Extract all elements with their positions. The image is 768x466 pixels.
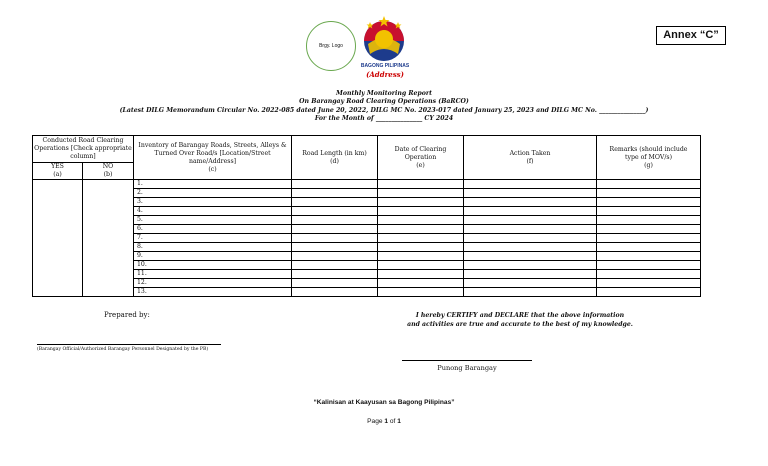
address-placeholder: (Address) xyxy=(366,70,404,79)
signature-line-punong xyxy=(402,360,532,361)
col-action-header xyxy=(464,136,597,180)
table-cell xyxy=(464,234,597,243)
table-cell xyxy=(292,243,378,252)
table-cell xyxy=(597,198,701,207)
no-label: NO xyxy=(102,163,114,170)
report-month: For the Month of _______________ CY 2024 xyxy=(314,115,454,122)
table-cell xyxy=(597,234,701,243)
table-cell xyxy=(292,288,378,297)
table-cell xyxy=(597,207,701,216)
report-title: Monthly Monitoring Report xyxy=(336,90,432,97)
table-cell xyxy=(597,189,701,198)
row-number: 4. xyxy=(134,207,292,216)
row-number: 7. xyxy=(134,234,292,243)
table-cell xyxy=(378,189,464,198)
table-cell xyxy=(464,270,597,279)
remarks-label: Remarks (should include type of MOV/s) xyxy=(609,145,688,161)
page-number xyxy=(0,418,768,425)
table-cell xyxy=(464,207,597,216)
row-number: 9. xyxy=(134,252,292,261)
table-cell xyxy=(378,288,464,297)
page-total: 1 xyxy=(397,418,401,425)
table-cell xyxy=(464,189,597,198)
table-row xyxy=(33,198,701,207)
table-cell xyxy=(597,279,701,288)
row-number: 12. xyxy=(134,279,292,288)
table-cell xyxy=(292,261,378,270)
monitoring-table xyxy=(32,135,701,297)
col-conducted-header: Conducted Road Clearing Operations [Check appropriate column] xyxy=(33,136,134,163)
table-row xyxy=(33,261,701,270)
certification-statement xyxy=(390,311,650,329)
table-row xyxy=(33,189,701,198)
punong-barangay-label: Punong Barangay xyxy=(437,364,497,372)
table-cell xyxy=(597,225,701,234)
table-row xyxy=(33,288,701,297)
table-cell xyxy=(464,288,597,297)
col-length-header xyxy=(292,136,378,180)
bagong-pilipinas-text: BAGONG PILIPINAS xyxy=(360,63,410,69)
table-cell xyxy=(597,216,701,225)
table-cell xyxy=(378,198,464,207)
table-row xyxy=(33,270,701,279)
page-current: 1 xyxy=(384,418,389,425)
table-cell xyxy=(464,279,597,288)
certify-line-2: and activities are true and accurate to the best of my knowledge. xyxy=(407,321,633,328)
table-cell xyxy=(597,252,701,261)
table-row xyxy=(33,207,701,216)
table-row xyxy=(33,216,701,225)
table-cell xyxy=(292,234,378,243)
table-cell xyxy=(292,225,378,234)
row-number: 5. xyxy=(134,216,292,225)
table-cell xyxy=(378,225,464,234)
table-row xyxy=(33,252,701,261)
bagong-pilipinas-logo-icon xyxy=(358,14,410,64)
table-cell xyxy=(597,243,701,252)
table-cell xyxy=(464,216,597,225)
table-cell xyxy=(464,180,597,189)
table-cell xyxy=(292,207,378,216)
table-cell xyxy=(464,252,597,261)
no-cell xyxy=(83,180,134,297)
row-number: 8. xyxy=(134,243,292,252)
table-cell xyxy=(292,198,378,207)
table-cell xyxy=(464,243,597,252)
table-cell xyxy=(378,180,464,189)
row-number: 10. xyxy=(134,261,292,270)
table-row xyxy=(33,225,701,234)
table-cell xyxy=(597,180,701,189)
length-letter: (d) xyxy=(330,157,339,165)
table-row xyxy=(33,279,701,288)
table-cell xyxy=(378,207,464,216)
table-row xyxy=(33,243,701,252)
inventory-letter: (c) xyxy=(208,165,217,173)
length-label: Road Length (in km) xyxy=(302,149,367,157)
slogan: “Kalinisan at Kaayusan sa Bagong Pilipinas” xyxy=(313,399,455,406)
table-cell xyxy=(464,261,597,270)
table-row xyxy=(33,180,701,189)
table-cell xyxy=(292,252,378,261)
yes-letter: (a) xyxy=(53,171,62,178)
table-cell xyxy=(597,261,701,270)
col-date-header xyxy=(378,136,464,180)
row-number: 13. xyxy=(134,288,292,297)
date-letter: (e) xyxy=(416,161,425,169)
table-cell xyxy=(378,234,464,243)
page-prefix: Page xyxy=(367,418,385,425)
table-cell xyxy=(292,279,378,288)
action-letter: (f) xyxy=(526,157,534,165)
col-inventory-header xyxy=(134,136,292,180)
table-cell xyxy=(597,288,701,297)
table-cell xyxy=(597,270,701,279)
report-subtitle: On Barangay Road Clearing Operations (BaRCO) xyxy=(299,98,469,105)
official-designation: (Barangay Official/Authorized Barangay Personnel Designated by the PB) xyxy=(37,347,209,352)
row-number: 1. xyxy=(134,180,292,189)
table-cell xyxy=(292,270,378,279)
annex-label: Annex “C” xyxy=(656,26,726,45)
row-number: 3. xyxy=(134,198,292,207)
remarks-letter: (g) xyxy=(644,161,653,169)
table-cell xyxy=(378,243,464,252)
report-reference: (Latest DILG Memorandum Circular No. 2022-085 dated June 20, 2022, DILG MC No. 2023-017 dated January 25, 2023 and DILG MC No. _______________) xyxy=(119,107,649,114)
table-cell xyxy=(464,225,597,234)
yes-label: YES xyxy=(51,163,64,170)
no-letter: (b) xyxy=(103,171,113,178)
col-no-header xyxy=(83,163,134,180)
row-number: 6. xyxy=(134,225,292,234)
signature-line-official xyxy=(37,344,221,345)
table-cell xyxy=(292,216,378,225)
table-cell xyxy=(292,189,378,198)
barangay-logo-placeholder xyxy=(306,21,356,71)
col-yes-header xyxy=(33,163,83,180)
table-cell xyxy=(378,270,464,279)
action-label: Action Taken xyxy=(509,149,551,157)
prepared-by-label: Prepared by: xyxy=(104,311,150,319)
table-cell xyxy=(378,252,464,261)
inventory-label: Inventory of Barangay Roads, Streets, Alleys & Turned Over Road/s [Location/Street name/Address] xyxy=(138,141,287,165)
col-remarks-header xyxy=(597,136,701,180)
row-number: 11. xyxy=(134,270,292,279)
brgy-logo-text: Brgy. Logo xyxy=(319,42,343,49)
table-cell xyxy=(378,279,464,288)
table-row xyxy=(33,234,701,243)
yes-cell xyxy=(33,180,83,297)
certify-line-1: I hereby CERTIFY and DECLARE that the above information xyxy=(415,312,625,319)
row-number: 2. xyxy=(134,189,292,198)
table-cell xyxy=(378,261,464,270)
table-cell xyxy=(292,180,378,189)
page-of: of xyxy=(388,418,398,425)
table-cell xyxy=(378,216,464,225)
date-label: Date of Clearing Operation xyxy=(394,145,447,161)
table-cell xyxy=(464,198,597,207)
